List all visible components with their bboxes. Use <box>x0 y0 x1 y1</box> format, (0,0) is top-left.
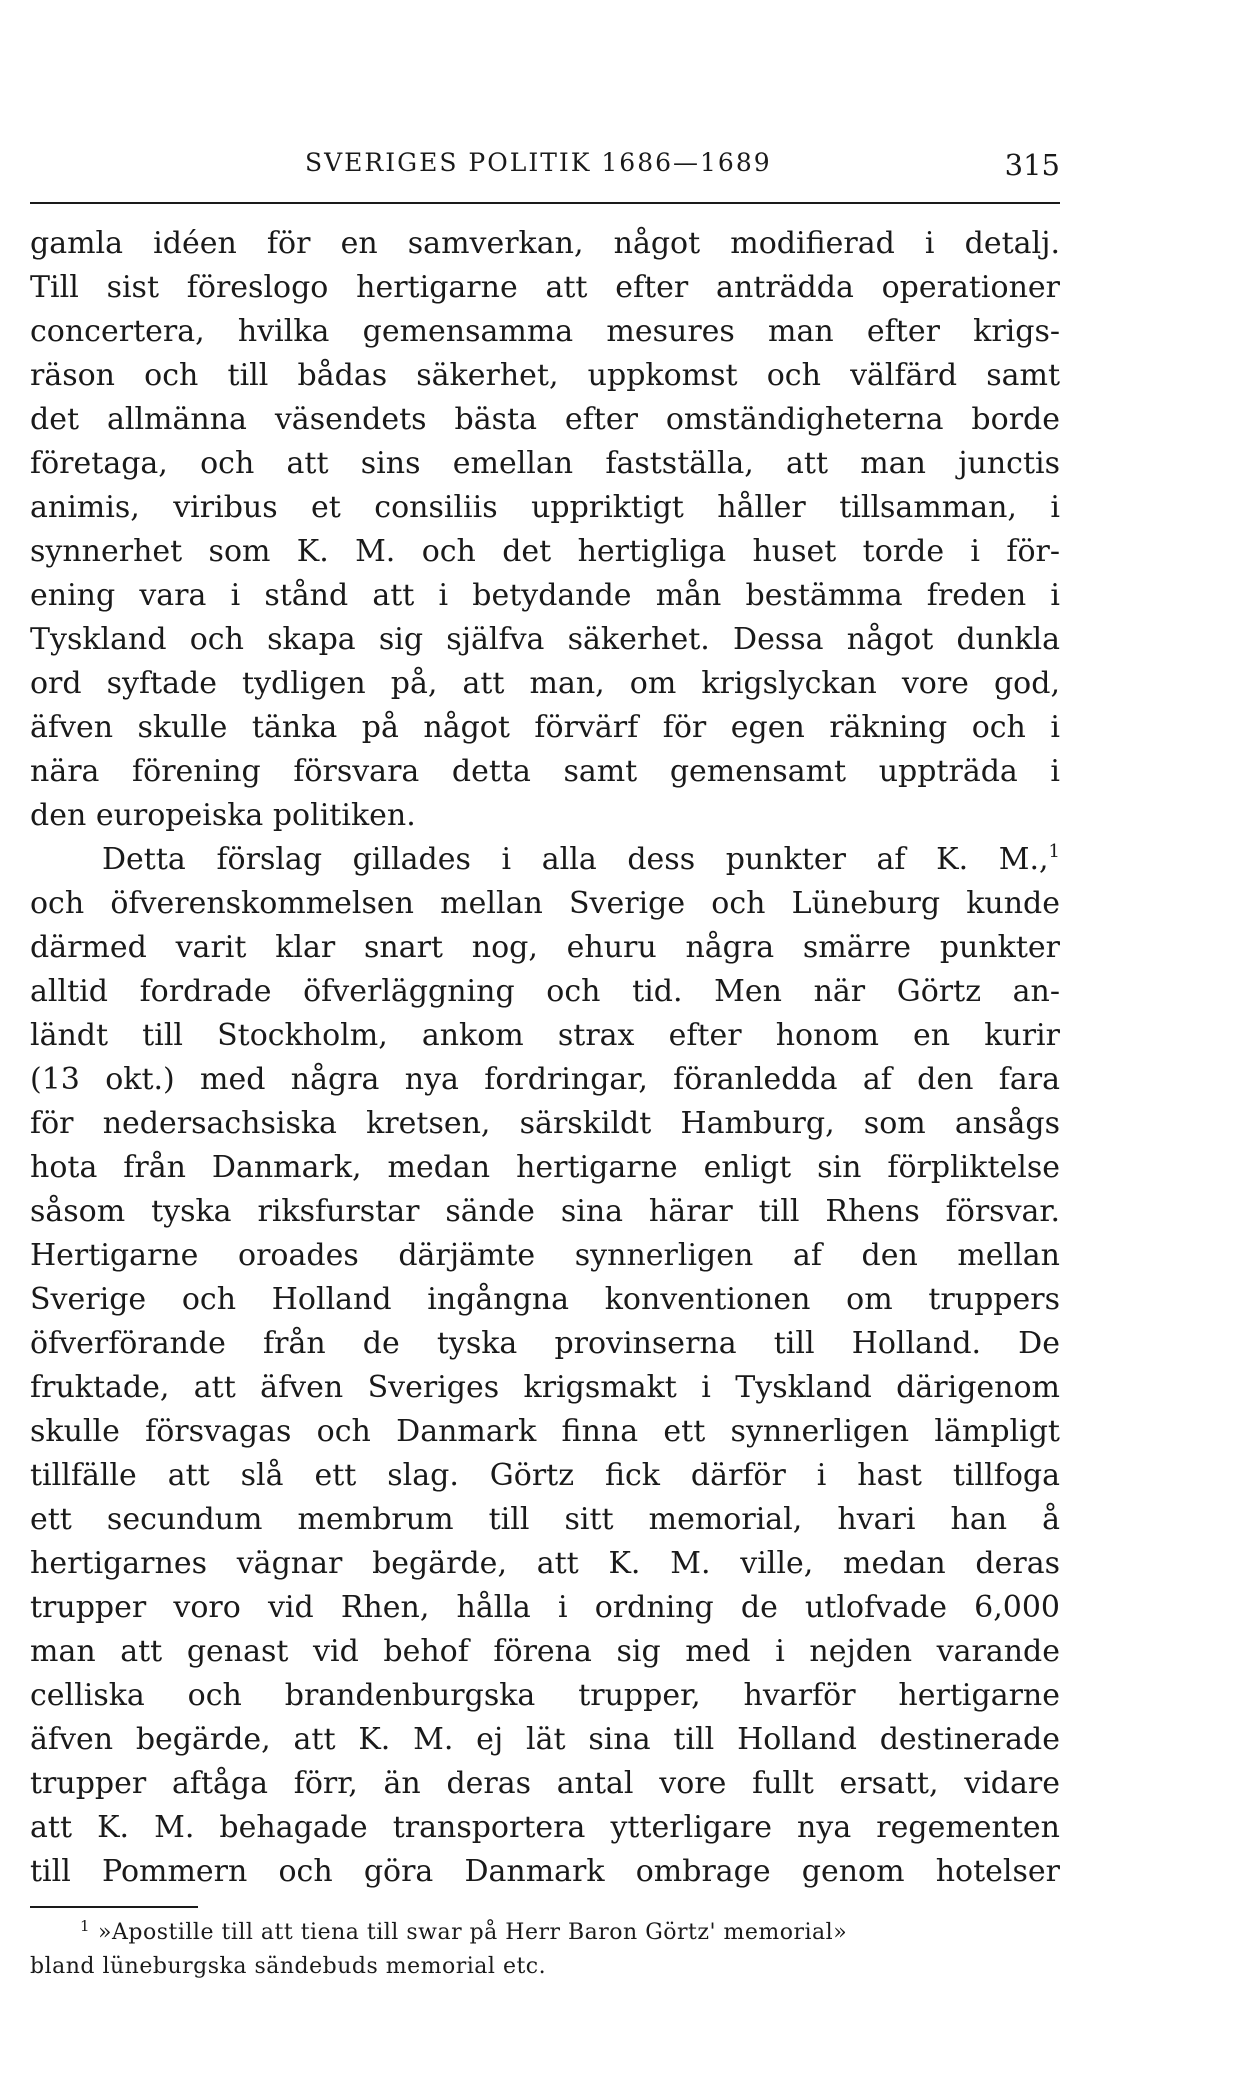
text-line: trupper voro vid Rhen, hålla i ordning de utlofvade 6,000 <box>30 1590 1060 1625</box>
text-line: Hertigarne oroades därjämte synnerligen af den mellan <box>30 1238 1060 1273</box>
text-line: företaga, och att sins emellan fastställa, att man junctis <box>30 446 1060 481</box>
text-line: tillfälle att slå ett slag. Görtz fick därför i hast tillfoga <box>30 1458 1060 1493</box>
text-line: gamla idéen för en samverkan, något modifierad i detalj. <box>30 226 1060 261</box>
text-line: synnerhet som K. M. och det hertigliga huset torde i för- <box>30 534 1060 569</box>
footnote-marker: 1 <box>80 1917 91 1935</box>
text-line: animis, viribus et consiliis uppriktigt håller tillsamman, i <box>30 490 1060 525</box>
text-line: därmed varit klar snart nog, ehuru några smärre punkter <box>30 930 1060 965</box>
text-line: Till sist föreslogo hertigarne att efter anträdda operationer <box>30 270 1060 305</box>
text-line: och öfverenskommelsen mellan Sverige och Lüneburg kunde <box>30 886 1060 921</box>
footnote-text: »Apostille till att tiena till swar på Herr Baron Görtz' memorial» <box>98 1920 848 1945</box>
text-line: alltid fordrade öfverläggning och tid. Men när Görtz an- <box>30 974 1060 1009</box>
footnote-line <box>30 1916 1060 1950</box>
text-line: ening vara i stånd att i betydande mån bestämma freden i <box>30 578 1060 613</box>
footnote <box>30 1916 1060 1984</box>
paragraph-start-line <box>30 838 1060 882</box>
text-line: för nedersachsiska kretsen, särskildt Hamburg, som ansågs <box>30 1106 1060 1141</box>
text-line: fruktade, att äfven Sveriges krigsmakt i Tyskland därigenom <box>30 1370 1060 1405</box>
text-line: hertigarnes vägnar begärde, att K. M. ville, medan deras <box>30 1546 1060 1581</box>
text-line: man att genast vid behof förena sig med i nejden varande <box>30 1634 1060 1669</box>
text-line: äfven begärde, att K. M. ej lät sina till Holland destinerade <box>30 1722 1060 1757</box>
text-line: till Pommern och göra Danmark ombrage genom hotelser <box>30 1854 1060 1889</box>
body-text <box>30 222 1060 1894</box>
footnote-rule <box>30 1906 198 1908</box>
text-line: ländt till Stockholm, ankom strax efter honom en kurir <box>30 1018 1060 1053</box>
text-line: Sverige och Holland ingångna konventionen om truppers <box>30 1282 1060 1317</box>
page-number: 315 <box>1004 148 1060 182</box>
text-line: nära förening försvara detta samt gemensamt uppträda i <box>30 754 1060 789</box>
text-line: ett secundum membrum till sitt memorial, hvari han å <box>30 1502 1060 1537</box>
text-line: trupper aftåga förr, än deras antal vore fullt ersatt, vidare <box>30 1766 1060 1801</box>
running-title: SVERIGES POLITIK 1686—1689 <box>305 148 772 177</box>
text-line: äfven skulle tänka på något förvärf för egen räkning och i <box>30 710 1060 745</box>
running-head <box>30 148 1060 188</box>
footnote-reference: 1 <box>1048 841 1060 862</box>
line-text: Detta förslag gillades i alla dess punkter af K. M., <box>102 842 1049 877</box>
text-line: räson och till bådas säkerhet, uppkomst och välfärd samt <box>30 358 1060 393</box>
text-line: hota från Danmark, medan hertigarne enligt sin förpliktelse <box>30 1150 1060 1185</box>
text-line: concertera, hvilka gemensamma mesures man efter krigs- <box>30 314 1060 349</box>
text-line: skulle försvagas och Danmark finna ett synnerligen lämpligt <box>30 1414 1060 1449</box>
text-line: det allmänna väsendets bästa efter omständigheterna borde <box>30 402 1060 437</box>
text-line: celliska och brandenburgska trupper, hvarför hertigarne <box>30 1678 1060 1713</box>
text-line: (13 okt.) med några nya fordringar, föranledda af den fara <box>30 1062 1060 1097</box>
text-line: Tyskland och skapa sig själfva säkerhet. Dessa något dunkla <box>30 622 1060 657</box>
text-line: öfverförande från de tyska provinserna till Holland. De <box>30 1326 1060 1361</box>
text-line: att K. M. behagade transportera ytterligare nya regementen <box>30 1810 1060 1845</box>
text-line: såsom tyska riksfurstar sände sina härar till Rhens försvar. <box>30 1194 1060 1229</box>
text-line: ord syftade tydligen på, att man, om krigslyckan vore god, <box>30 666 1060 701</box>
footnote-line: bland lüneburgska sändebuds memorial etc. <box>30 1954 547 1979</box>
header-rule <box>30 202 1060 204</box>
paragraph-end-line: den europeiska politiken. <box>30 798 416 833</box>
